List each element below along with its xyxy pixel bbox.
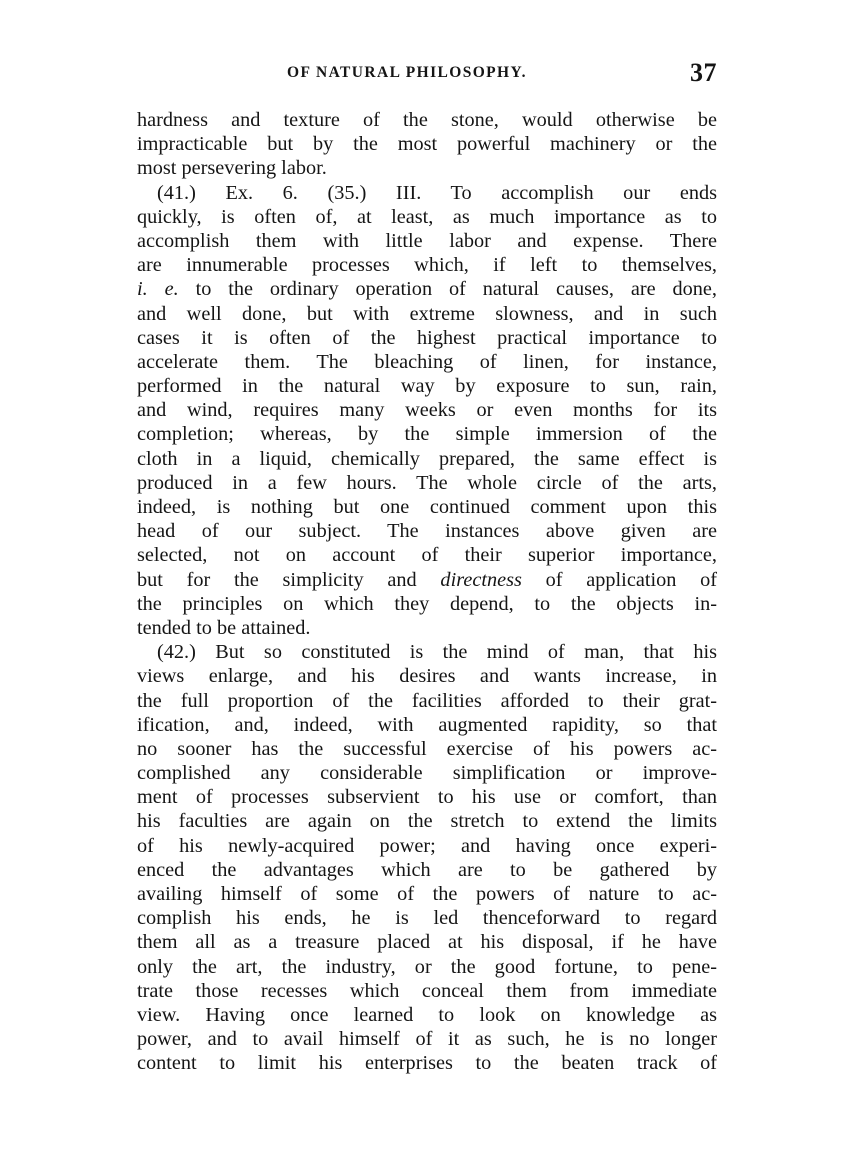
text-line: accomplish them with little labor and expense. There <box>137 229 717 252</box>
text-line: them all as a treasure placed at his disposal, if he have <box>137 931 717 954</box>
text-line: (41.) Ex. 6. (35.) III. To accomplish our ends <box>157 181 717 204</box>
text-line: but for the simplicity and directness of application of <box>137 568 717 591</box>
text-line: cloth in a liquid, chemically prepared, the same effect is <box>137 447 717 470</box>
text-line: power, and to avail himself of it as such, he is no longer <box>137 1028 717 1051</box>
text-line: selected, not on account of their superior importance, <box>137 544 717 567</box>
text-line: i. e. to the ordinary operation of natural causes, are done, <box>137 278 717 301</box>
text-line: (42.) But so constituted is the mind of man, that his <box>157 641 717 664</box>
text-line: view. Having once learned to look on knowledge as <box>137 1003 717 1026</box>
text-line: accelerate them. The bleaching of linen, for instance, <box>137 350 717 373</box>
text-line: availing himself of some of the powers of nature to ac- <box>137 883 717 905</box>
text-line: cases it is often of the highest practical importance to <box>137 326 717 349</box>
emphasis: directness <box>440 568 522 591</box>
text-line: complished any considerable simplification or improve- <box>137 762 717 785</box>
text-line: ification, and, indeed, with augmented rapidity, so that <box>137 713 717 736</box>
text-line: impracticable but by the most powerful machinery or the <box>137 133 717 156</box>
text-line: only the art, the industry, or the good fortune, to pene- <box>137 955 717 978</box>
running-head <box>137 54 717 94</box>
text-line: produced in a few hours. The whole circle of the arts, <box>137 471 717 494</box>
text-line: views enlarge, and his desires and wants increase, in <box>137 665 717 688</box>
text-line: no sooner has the successful exercise of his powers ac- <box>137 737 717 760</box>
text-line: most persevering labor. <box>137 157 327 180</box>
text-line: the full proportion of the facilities afforded to their grat- <box>137 689 717 712</box>
text-line: quickly, is often of, at least, as much importance as to <box>137 205 717 228</box>
text-line: his faculties are again on the stretch to extend the limits <box>137 810 717 833</box>
running-title: OF NATURAL PHILOSOPHY. <box>287 64 527 81</box>
text-line: ment of processes subservient to his use or comfort, than <box>137 786 717 809</box>
text-line: hardness and texture of the stone, would otherwise be <box>137 109 717 131</box>
text-line: content to limit his enterprises to the beaten track of <box>137 1052 717 1075</box>
text-line: the principles on which they depend, to the objects in- <box>137 592 717 615</box>
text-line: are innumerable processes which, if left to themselves, <box>137 254 717 277</box>
emphasis: i. e. <box>137 278 179 301</box>
body-text <box>137 108 717 1076</box>
text-line: and wind, requires many weeks or even months for its <box>137 399 717 422</box>
page-number: 37 <box>690 58 717 87</box>
text-line: completion; whereas, by the simple immersion of the <box>137 423 717 446</box>
text-line: of his newly-acquired power; and having once experi- <box>137 834 717 857</box>
text-line: indeed, is nothing but one continued comment upon this <box>137 496 717 518</box>
text-line: enced the advantages which are to be gathered by <box>137 858 717 881</box>
text-line: tended to be attained. <box>137 616 311 639</box>
text-line: trate those recesses which conceal them from immediate <box>137 979 717 1002</box>
text-line: and well done, but with extreme slowness, and in such <box>137 302 717 325</box>
text-line: complish his ends, he is led thenceforward to regard <box>137 907 717 930</box>
text-line: head of our subject. The instances above given are <box>137 520 717 543</box>
text-line: performed in the natural way by exposure to sun, rain, <box>137 375 717 398</box>
